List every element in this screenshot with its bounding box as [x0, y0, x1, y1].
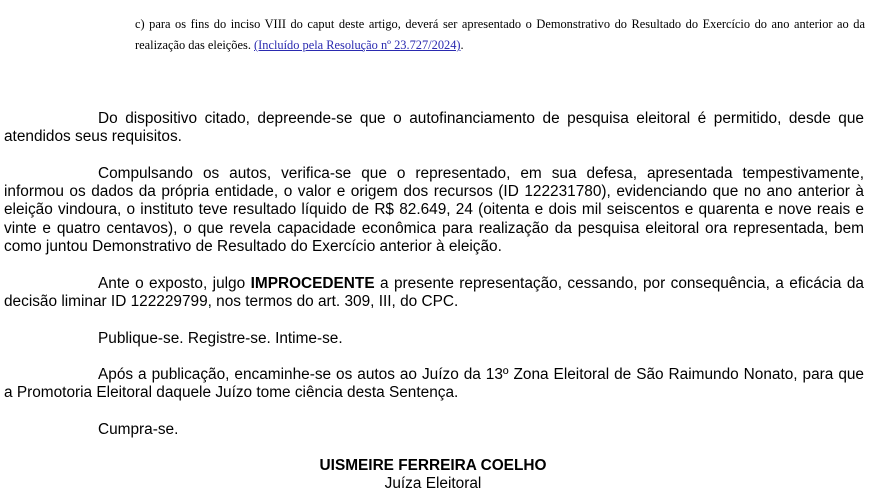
signature-name: UISMEIRE FERREIRA COELHO: [319, 457, 547, 474]
quote-text: c) para os fins do inciso VIII do caput deste artigo, deverá ser apresentado o Demonstrativo do Resultado do Exercício do ano anterior ao da realização das eleições.: [135, 17, 865, 52]
paragraph-comply: Cumpra-se.: [98, 421, 179, 438]
ruling-text-start: Ante o exposto, julgo: [98, 275, 251, 292]
resolution-link[interactable]: (Incluído pela Resolução nº 23.727/2024): [254, 38, 461, 52]
ruling-text-end: a presente representação, cessando, por consequência, a eficácia da decisão liminar ID 122229799, nos termos do art. 309, III, do CPC.: [4, 275, 864, 311]
ruling-verdict: IMPROCEDENTE: [250, 275, 375, 292]
paragraph-ruling: [4, 275, 864, 311]
paragraph-conclusion: Do dispositivo citado, depreende-se que o autofinanciamento de pesquisa eleitoral é permitido, desde que atendidos seus requisitos.: [4, 110, 864, 146]
quoted-legal-text: [135, 14, 865, 56]
quote-end: .: [460, 38, 464, 52]
paragraph-analysis: Compulsando os autos, verifica-se que o representado, em sua defesa, apresentada tempestivamente, informou os dados da própria entidade, o valor e origem dos recursos (ID 122231780), evidenciando que no ano anterior à eleição vindoura, o instituto teve resultado líquido de R$ 82.649, 24 (oitenta e dois mil seiscentos e quarenta e nove reais e vinte e quatro centavos), o que revela capacidade econômica para realização da pesquisa eleitoral ora representada, bem como juntou Demonstrativo de Resultado do Exercício anterior à eleição.: [4, 165, 864, 255]
paragraph-forward: Após a publicação, encaminhe-se os autos ao Juízo da 13º Zona Eleitoral de São Raimundo Nonato, para que a Promotoria Eleitoral daquele Juízo tome ciência desta Sentença.: [4, 366, 864, 402]
signature-title: Juíza Eleitoral: [384, 475, 482, 492]
paragraph-publish: Publique-se. Registre-se. Intime-se.: [98, 330, 343, 347]
